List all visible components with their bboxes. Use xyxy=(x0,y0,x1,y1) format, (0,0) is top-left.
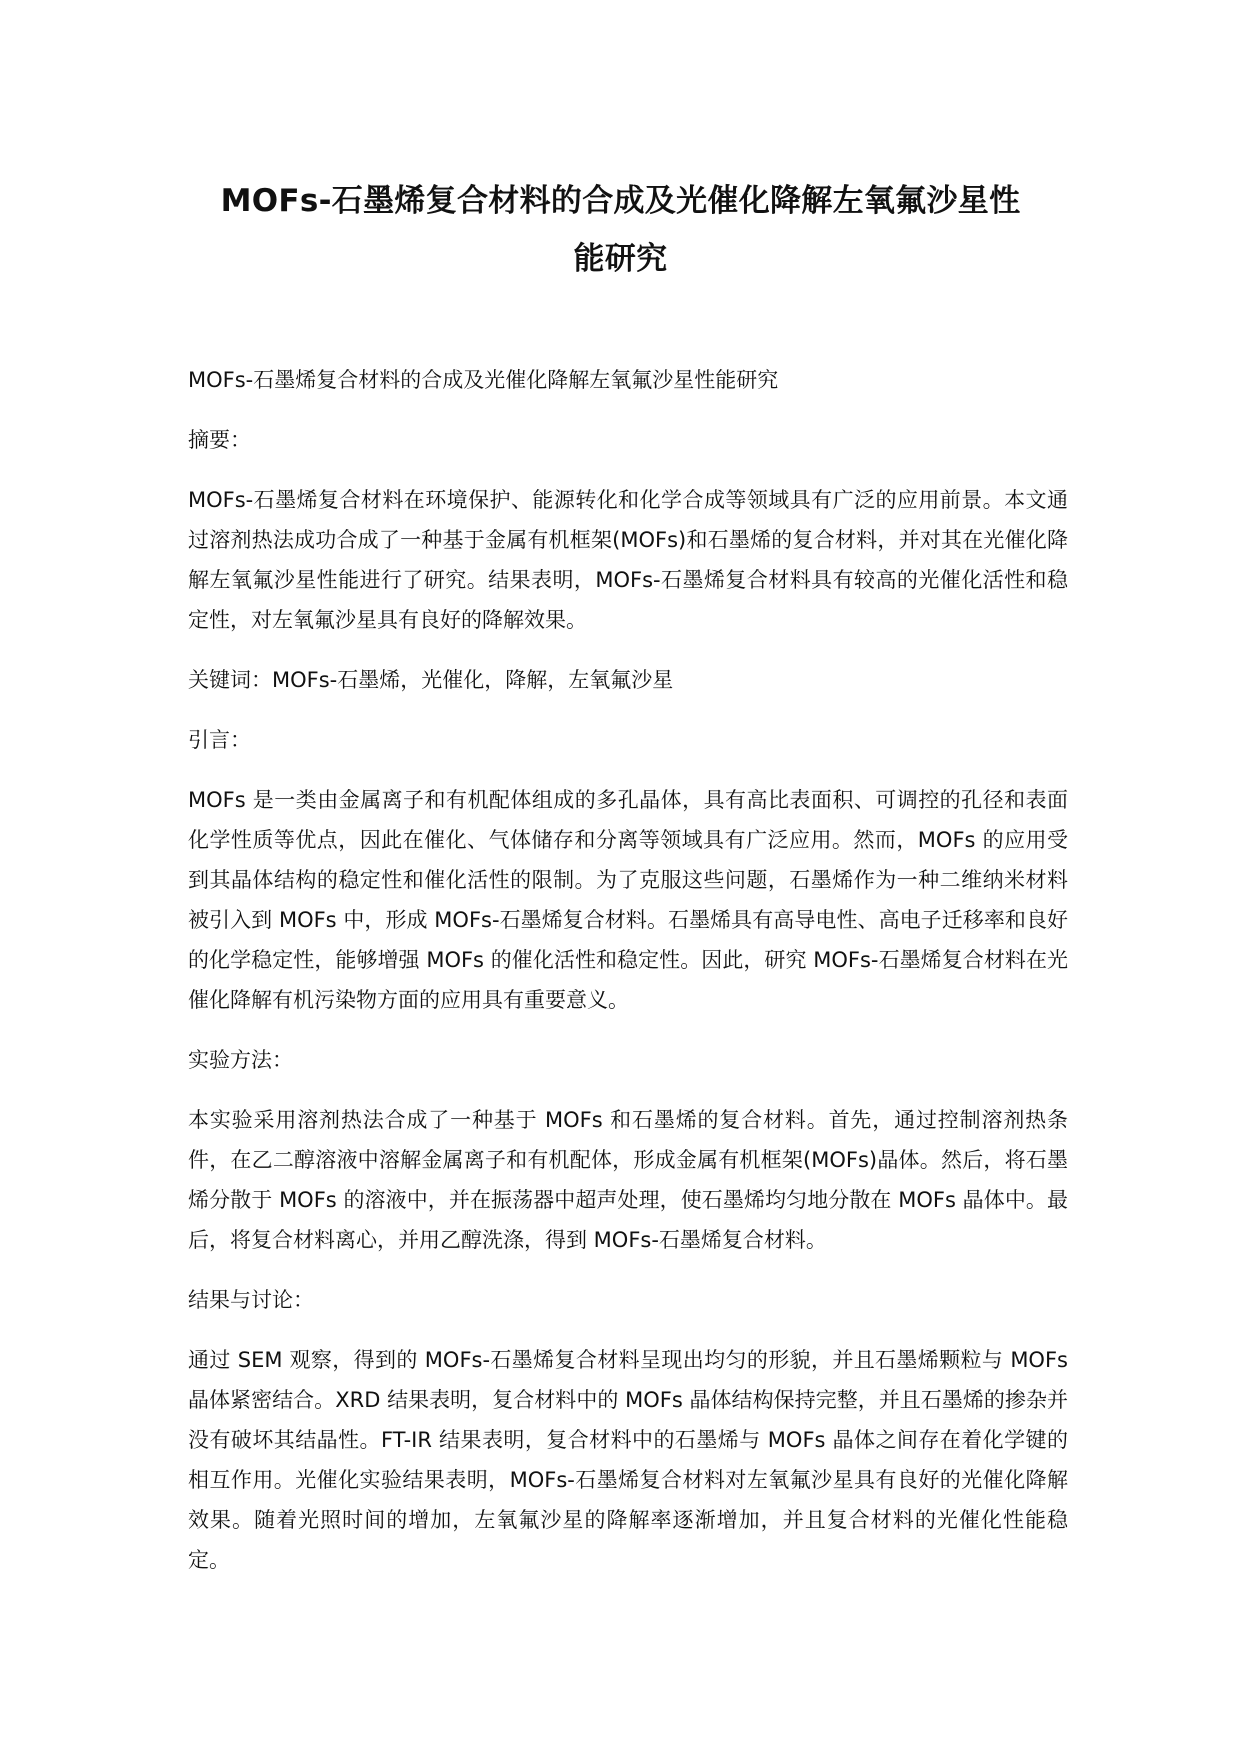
document-title xyxy=(150,172,1091,288)
methods-heading: 实验方法： xyxy=(188,1048,293,1072)
methods-paragraph: 本实验采用溶剂热法合成了一种基于 MOFs 和石墨烯的复合材料。首先，通过控制溶剂热条件，在乙二醇溶液中溶解金属离子和有机配体，形成金属有机框架(MOFs)晶体。然后，将石墨烯分散于 MOFs 的溶液中，并在振荡器中超声处理，使石墨烯均匀地分散在 MOFs 晶体中。最后，将复合材料离心，并用乙醇洗涤，得到 MOFs-石墨烯复合材料。 xyxy=(188,1108,1068,1252)
keywords-line: 关键词：MOFs-石墨烯，光催化，降解，左氧氟沙星 xyxy=(188,668,674,692)
title-line-1: MOFs-石墨烯复合材料的合成及光催化降解左氧氟沙星性 xyxy=(220,183,1021,219)
subtitle: MOFs-石墨烯复合材料的合成及光催化降解左氧氟沙星性能研究 xyxy=(188,368,779,392)
intro-paragraph: MOFs 是一类由金属离子和有机配体组成的多孔晶体，具有高比表面积、可调控的孔径和表面化学性质等优点，因此在催化、气体储存和分离等领域具有广泛应用。然而，MOFs 的应用受到其晶体结构的稳定性和催化活性的限制。为了克服这些问题，石墨烯作为一种二维纳米材料被引入到 MOFs 中，形成 MOFs-石墨烯复合材料。石墨烯具有高导电性、高电子迁移率和良好的化学稳定性，能够增强 MOFs 的催化活性和稳定性。因此，研究 MOFs-石墨烯复合材料在光催化降解有机污染物方面的应用具有重要意义。 xyxy=(188,788,1068,1012)
results-paragraph: 通过 SEM 观察，得到的 MOFs-石墨烯复合材料呈现出均匀的形貌，并且石墨烯颗粒与 MOFs 晶体紧密结合。XRD 结果表明，复合材料中的 MOFs 晶体结构保持完整，并且石墨烯的掺杂并没有破坏其结晶性。FT-IR 结果表明，复合材料中的石墨烯与 MOFs 晶体之间存在着化学键的相互作用。光催化实验结果表明，MOFs-石墨烯复合材料对左氧氟沙星具有良好的光催化降解效果。随着光照时间的增加，左氧氟沙星的降解率逐渐增加，并且复合材料的光催化性能稳定。 xyxy=(188,1348,1068,1572)
abstract-heading: 摘要： xyxy=(188,428,251,452)
title-line-2: 能研究 xyxy=(573,241,668,277)
document-body xyxy=(188,360,1068,1600)
intro-heading: 引言： xyxy=(188,728,251,752)
results-heading: 结果与讨论： xyxy=(188,1288,314,1312)
abstract-paragraph: MOFs-石墨烯复合材料在环境保护、能源转化和化学合成等领域具有广泛的应用前景。本文通过溶剂热法成功合成了一种基于金属有机框架(MOFs)和石墨烯的复合材料，并对其在光催化降解左氧氟沙星性能进行了研究。结果表明，MOFs-石墨烯复合材料具有较高的光催化活性和稳定性，对左氧氟沙星具有良好的降解效果。 xyxy=(188,488,1068,632)
